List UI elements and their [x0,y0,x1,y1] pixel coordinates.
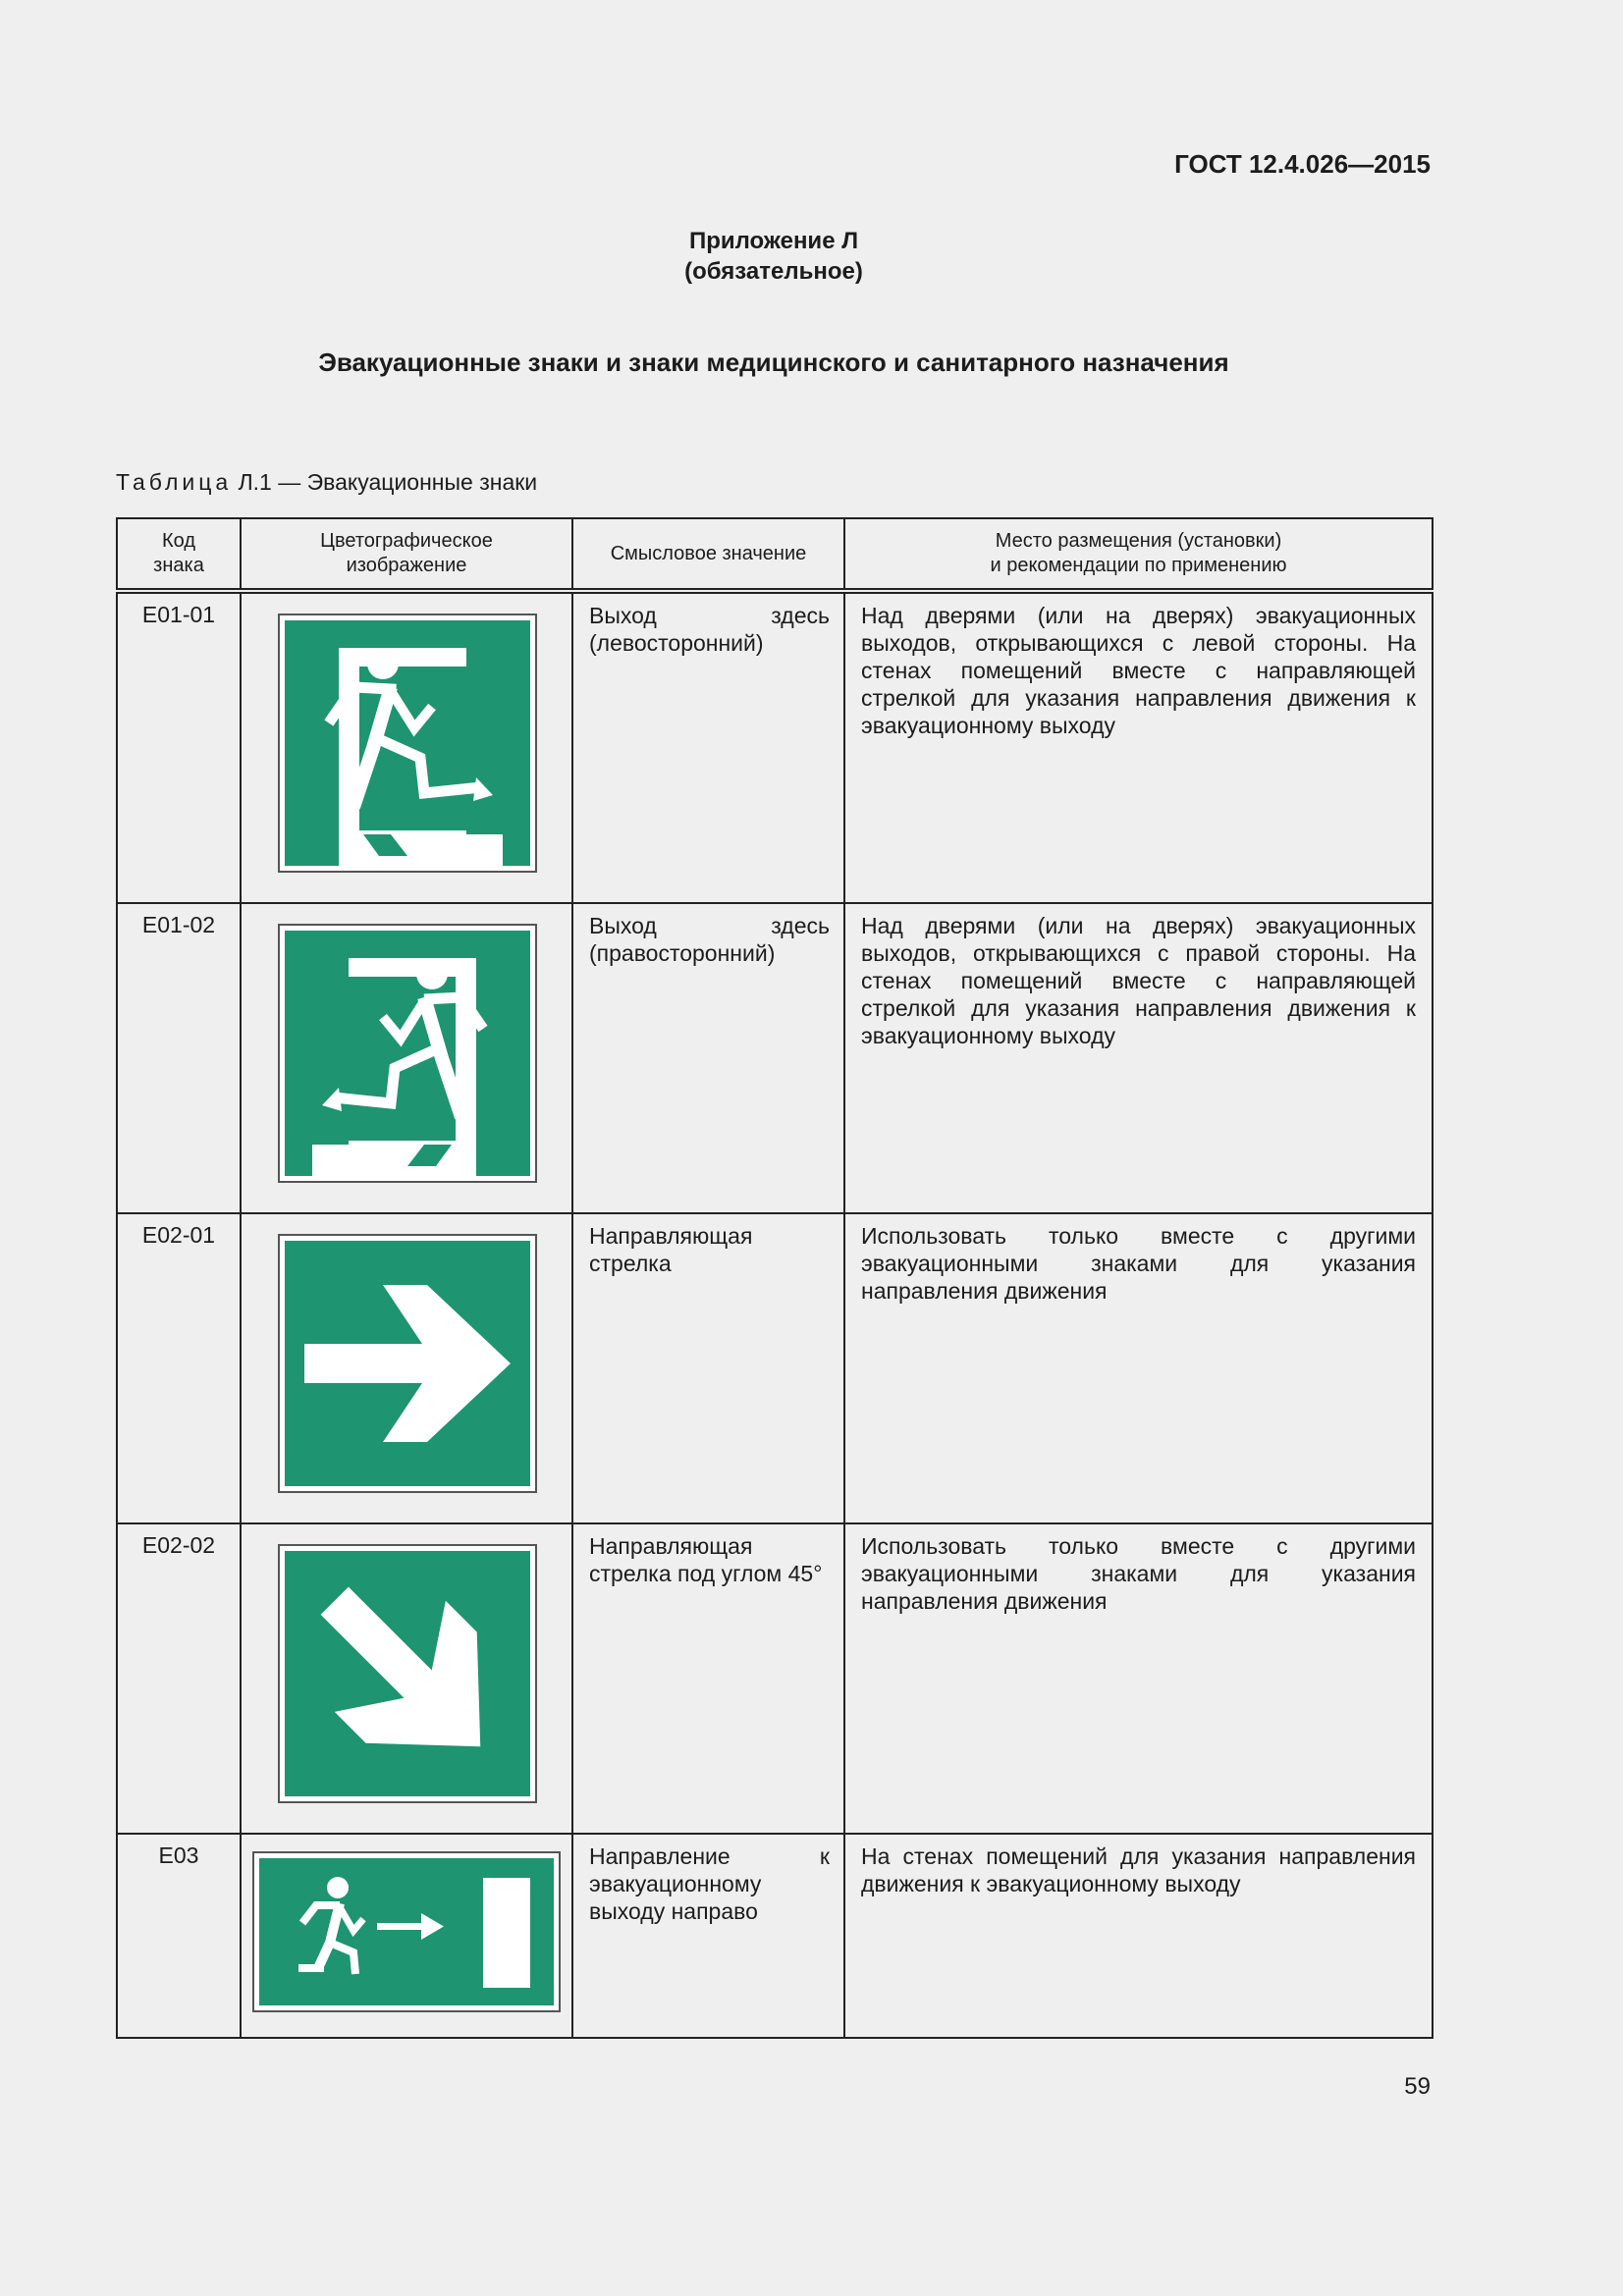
sign-image-cell [241,1213,572,1523]
table-row [117,1213,1433,1523]
sign-code: E03 [117,1834,241,2038]
table-row [117,1523,1433,1834]
sign-frame [278,1544,537,1803]
sign-image-cell [241,903,572,1213]
sign-code: E02-01 [117,1213,241,1523]
sign-code: E01-02 [117,903,241,1213]
sign-meaning: Направление к эвакуационному выходу направо [572,1834,844,2038]
table-row [117,903,1433,1213]
exit-right-running-man-icon [285,931,530,1176]
sign-frame [278,924,537,1183]
table-header-row [117,518,1433,591]
sign-image-cell [241,1834,572,2038]
sign-meaning: Выход здесь (правосторонний) [572,903,844,1213]
direction-to-exit-right-icon [259,1858,554,2005]
arrow-diagonal-down-right-icon [285,1551,530,1796]
sign-placement: Использовать только вместе с другими эвакуационными знаками для указания направления движения [844,1523,1433,1834]
evacuation-signs-table [116,517,1434,2039]
sign-meaning: Выход здесь (левосторонний) [572,591,844,903]
arrow-right-icon [285,1241,530,1486]
sign-placement: Над дверями (или на дверях) эвакуационных выходов, открывающихся с правой стороны. На стенах помещений вместе с направляющей стрелкой для указания направления движения к эвакуационному выходу [844,903,1433,1213]
table-caption [116,469,537,496]
sign-frame [252,1851,561,2012]
table-caption-text: Л.1 — Эвакуационные знаки [232,469,538,495]
header-image: Цветографическое изображение [241,518,572,591]
page-number: 59 [1404,2073,1431,2100]
sign-image-cell [241,1523,572,1834]
sign-code: E02-02 [117,1523,241,1834]
table-row [117,1834,1433,2038]
sign-image-cell [241,591,572,903]
document-title: Эвакуационные знаки и знаки медицинского и санитарного назначения [318,347,1229,377]
sign-meaning: Направляющая стрелка [572,1213,844,1523]
standard-number: ГОСТ 12.4.026—2015 [1174,149,1431,179]
sign-frame [278,1234,537,1493]
appendix-status: (обязательное) [684,258,863,285]
table-row [117,591,1433,903]
appendix-title: Приложение Л [688,228,859,254]
appendix-heading [0,226,1547,287]
header-placement: Место размещения (установки) и рекомендации по применению [844,518,1433,591]
header-code: Код знака [117,518,241,591]
header-meaning: Смысловое значение [572,518,844,591]
sign-code: E01-01 [117,591,241,903]
exit-left-running-man-icon [285,620,530,866]
table-caption-label: Таблица [116,469,233,495]
sign-placement: Над дверями (или на дверях) эвакуационных выходов, открывающихся с левой стороны. На стенах помещений вместе с направляющей стрелкой для указания направления движения к эвакуационному выходу [844,591,1433,903]
sign-placement: Использовать только вместе с другими эвакуационными знаками для указания направления движения [844,1213,1433,1523]
sign-placement: На стенах помещений для указания направления движения к эвакуационному выходу [844,1834,1433,2038]
sign-frame [278,614,537,873]
sign-meaning: Направляющая стрелка под углом 45° [572,1523,844,1834]
